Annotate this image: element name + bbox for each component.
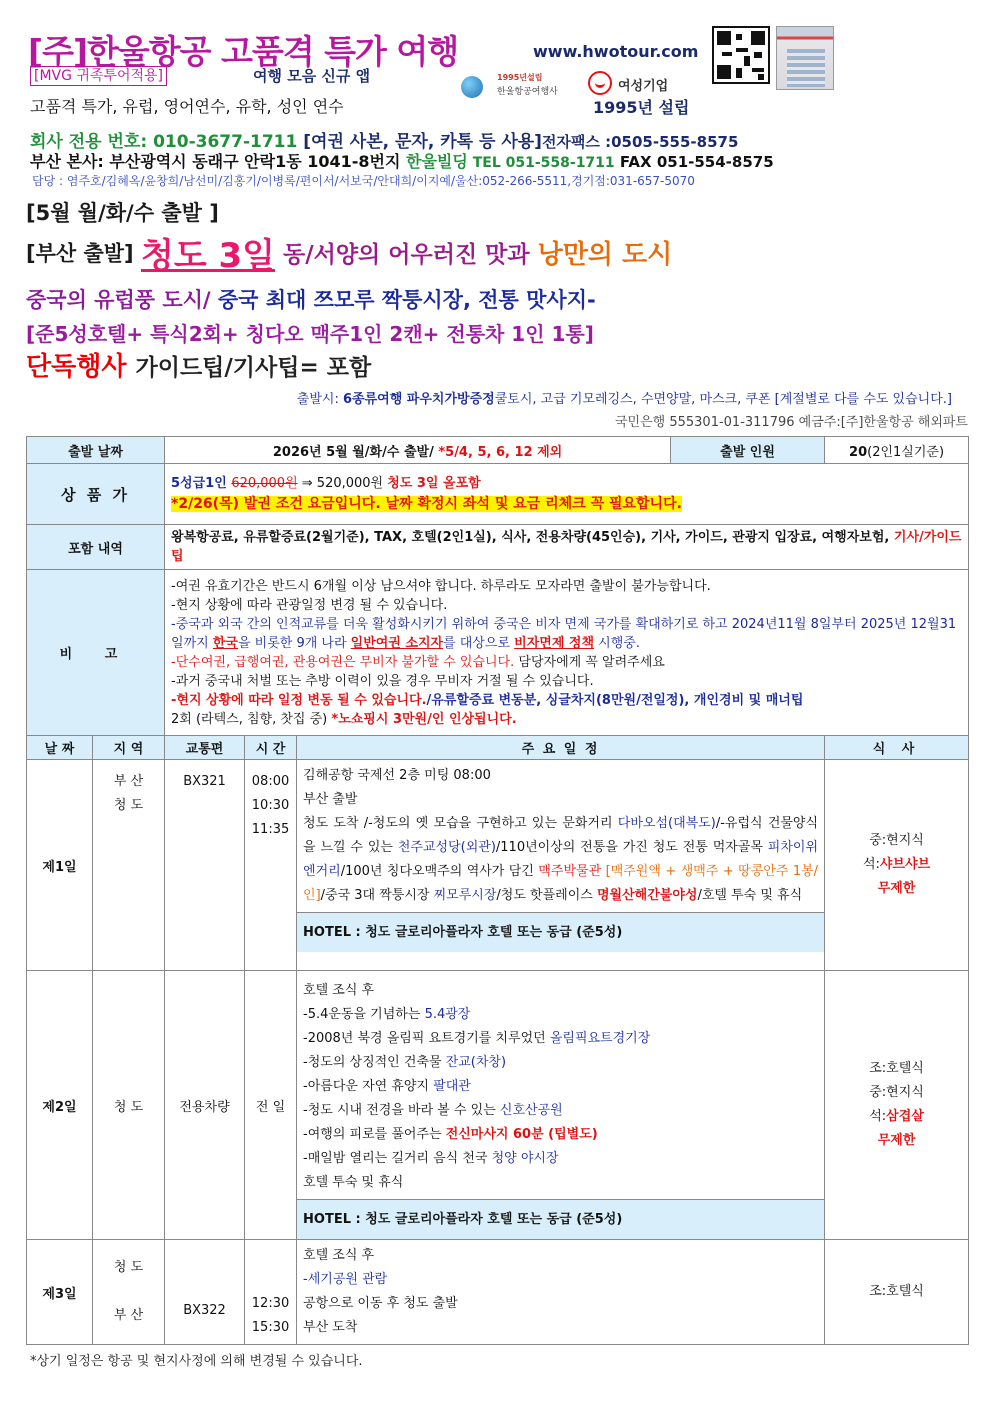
day2-meal-4: 무제한 <box>877 1133 916 1148</box>
feature-line-b: 중국 최대 쯔모루 짝퉁시장, 전통 맛사지- <box>217 288 596 312</box>
remarks-label: 비 고 <box>27 570 165 736</box>
women-enterprise-label: 여성기업 <box>618 79 669 94</box>
remark-4b: 담당자에게 꼭 알려주세요 <box>514 654 665 670</box>
day1-time-1: 08:00 <box>251 774 290 789</box>
bank-account: 국민은행 555301-01-311796 예금주:[주]한울항공 해외파트 <box>614 415 968 430</box>
trip-title: 청도 3일 <box>140 236 275 276</box>
price-grade: 5성급1인 <box>171 476 232 491</box>
day1-line-3i: [맥주원액 + 생맥주 + 땅콩안주 1봉/인] <box>303 864 819 903</box>
day2-meal-3a: 석: <box>869 1109 887 1124</box>
amenities-prefix: 출발시: <box>296 392 343 407</box>
price-old: 620,000원 <box>231 476 298 491</box>
day1-line-1: 김해공항 국제선 2층 미팅 08:00 <box>303 768 491 783</box>
price-label: 상 품 가 <box>27 464 165 525</box>
people-label: 출발 인원 <box>671 437 825 464</box>
day1-region-1: 부 산 <box>113 774 144 789</box>
col-time: 시 간 <box>245 736 297 760</box>
staff-list: 담당 : 염주호/김혜옥/윤창희/남선미/김홍기/이병록/편이서/서보국/안대희/이지예/울산:052-266-5511,경기점:031-657-5070 <box>32 174 695 188</box>
remark-7a: 2회 (라텍스, 침향, 찻집 중) <box>171 711 332 727</box>
remarks-row <box>27 570 969 736</box>
day2-meal-3 <box>825 1105 968 1129</box>
date-exclusion: *5/4, 5, 6, 12 제외 <box>438 444 563 460</box>
day2-line-5b: 팔대관 <box>433 1079 471 1094</box>
people-value <box>825 437 969 464</box>
phone-number[interactable]: 010-3677-1711 <box>153 132 298 152</box>
col-transport: 교통편 <box>165 736 245 760</box>
col-date: 날 짜 <box>27 736 93 760</box>
price-all-inclusive: 청도 3일 올포함 <box>387 476 481 491</box>
app-notice: 여행 모음 신규 앱 <box>253 67 371 85</box>
day2-line-8 <box>303 1147 818 1171</box>
day2-line-5 <box>303 1075 818 1099</box>
day3-time <box>245 1240 297 1345</box>
day2-line-9: 호텔 투숙 및 휴식 <box>303 1175 404 1190</box>
company-subtitle: 고품격 특가, 유럽, 영어연수, 유학, 성인 연수 <box>30 97 344 116</box>
efax-number: 전자팩스 :0505-555-8575 <box>541 133 739 151</box>
day2-line-1: 호텔 조식 후 <box>303 983 375 998</box>
people-note: (2인1실기준) <box>867 444 945 460</box>
day1-itinerary <box>297 760 825 971</box>
remark-4 <box>171 653 962 672</box>
address-text: 부산 본사: 부산광역시 동래구 안락1동 1041-8번지 <box>30 152 407 171</box>
departure-heading: [5월 월/화/수 출발 ] <box>26 201 219 225</box>
day2-line-7 <box>303 1123 818 1147</box>
amenities-bold: 6종류여행 파우치가방증정 <box>342 392 495 407</box>
day1-line-3l: /청도 핫플레이스 <box>496 888 597 903</box>
globe-icon <box>461 76 483 98</box>
founded-year-label: 1995년 설립 <box>593 98 690 117</box>
day2-transport: 전용차량 <box>165 971 245 1240</box>
includes-label: 포함 내역 <box>27 525 165 570</box>
exclusive-label: 단독행사 <box>26 352 136 382</box>
includes-row <box>27 525 969 570</box>
day1-meal-1: 중:현지식 <box>869 833 924 848</box>
day1-meals <box>825 760 969 971</box>
day1-time-2: 10:30 <box>251 798 290 813</box>
day1-region-2: 청 도 <box>113 798 144 813</box>
remark-3e: 를 대상으로 <box>443 635 515 651</box>
people-count: 20 <box>849 444 868 460</box>
feature-line-a: 중국의 유럽풍 도시/ <box>26 288 218 312</box>
header <box>28 26 968 118</box>
day2-line-6a: -청도 시내 전경을 바라 볼 수 있는 <box>303 1103 500 1118</box>
includes-text: 왕복항공료, 유류할증료(2월기준), TAX, 호텔(2인1실), 식사, 전용차량(45인승), 기사, 가이드, 관광지 입장료, 여행자보험, <box>171 530 894 545</box>
remark-3d: 일반여권 소지자 <box>350 635 444 651</box>
day2-line-2 <box>303 1003 818 1027</box>
day1-line-2: 부산 출발 <box>303 792 358 807</box>
day1-line-3b: 다바오섬(대복도) <box>617 816 716 831</box>
remark-3 <box>171 615 962 653</box>
price-line <box>171 474 962 493</box>
day1-line-3c: /-유럽식 건물양식을 느낄 수 있는 <box>303 816 819 855</box>
day1-line-3g: /100년 칭다오맥주의 역사가 담긴 <box>340 864 539 879</box>
logo-year-text: 1995년설립 <box>497 73 543 82</box>
day2-line-5a: -아름다운 자연 휴양지 <box>303 1079 434 1094</box>
amenities-rest: 쿨토시, 고급 기모레깅스, 수면양말, 마스크, 쿠폰 [계절별로 다를 수도 있습니다.] <box>494 392 952 407</box>
day2-itinerary <box>297 971 825 1240</box>
day2-line-4b: 잔교(차창) <box>445 1055 507 1070</box>
remarks-value <box>165 570 969 736</box>
day3-line-2: -세기공원 관람 <box>303 1272 388 1287</box>
day2-line-4 <box>303 1051 818 1075</box>
col-region: 지 역 <box>93 736 165 760</box>
includes-value <box>165 525 969 570</box>
exclusive-event-line <box>26 346 371 383</box>
day1-hotel: HOTEL : 청도 글로리아플라자 호텔 또는 동급 (준5성) <box>297 912 824 952</box>
hanul-logo <box>461 72 581 102</box>
price-new: ⇒ 520,000원 <box>297 476 388 491</box>
day2-meal-3b: 삼겹살 <box>886 1109 924 1124</box>
origin-label: [부산 출발] <box>26 241 141 266</box>
day3-itinerary <box>297 1240 825 1345</box>
remark-4a: -단수여권, 급행여권, 관용여권은 무비자 불가할 수 있습니다. <box>171 654 515 670</box>
fax-number: FAX 051-554-8575 <box>614 153 774 171</box>
tip-included-label: 가이드팁/기사팁= 포함 <box>135 355 372 381</box>
remark-3f: 비자면제 정책 <box>514 635 595 651</box>
remark-3a: -중국과 외국 간의 인적교류를 더욱 활성화시키기 위하여 중국은 비자 면제 국가를 확대하기로 하고 2024년11월 8일부터 2025년 12월31일까지 <box>171 616 957 651</box>
feature-line <box>26 284 596 314</box>
day3-region <box>93 1240 165 1345</box>
day1-line-3h: 맥주박물관 <box>538 864 602 879</box>
women-enterprise-logo <box>588 71 728 121</box>
day2-line-3 <box>303 1027 818 1051</box>
building-name: 한울빌딩 <box>406 152 468 171</box>
main-headline <box>26 228 672 277</box>
day1-meal-2a: 석: <box>862 857 880 872</box>
day2-line-7b: 전신마사지 60분 (팁별도) <box>445 1127 598 1142</box>
day3-region-2: 부 산 <box>113 1308 144 1323</box>
day1-line-3d: 천주교성당(외관) <box>397 840 496 855</box>
day1-line-3n: /호텔 투숙 및 휴식 <box>697 888 803 903</box>
remark-5: -과거 중국내 처벌 또는 추방 이력이 있을 경우 무비자 거절 될 수 있습니다. <box>171 673 594 689</box>
day1-line-3a: 청도 도착 /-청도의 옛 모습을 구현하고 있는 문화거리 <box>303 816 618 831</box>
day1-meal-2 <box>825 853 968 877</box>
day2-hotel: HOTEL : 청도 글로리아플라자 호텔 또는 동급 (준5성) <box>297 1199 824 1239</box>
day2-time: 전 일 <box>245 971 297 1240</box>
remark-2: -현지 상황에 따라 관광일정 변경 될 수 있습니다. <box>171 597 448 613</box>
remark-3c: 을 비롯한 9개 나라 <box>237 635 351 651</box>
day2-label: 제2일 <box>27 971 93 1240</box>
day3-line-4: 부산 도착 <box>303 1320 358 1335</box>
day3-time-2: 15:30 <box>251 1320 290 1335</box>
day1-flight: BX321 <box>165 760 245 971</box>
day1-meal-3: 무제한 <box>877 881 916 896</box>
price-notice: *2/26(목) 발권 조건 요금입니다. 날짜 확정시 좌석 및 요금 리체크 꼭 필요합니다. <box>171 496 682 512</box>
date-text: 2026년 5월 월/화/수 출발/ <box>272 444 439 460</box>
day2-line-6b: 신호산공원 <box>499 1103 563 1118</box>
tel-number: TEL 051-558-1711 <box>467 155 615 171</box>
day1-line-3e: /110년이상의 전통을 가진 청도 전통 먹자골목 <box>495 840 768 855</box>
day1-line-3j: /중국 3대 짝퉁시장 <box>320 888 434 903</box>
phone-label: 회사 전용 번호: <box>30 132 154 152</box>
day1-line-3k: 찌모루시장 <box>433 888 497 903</box>
day3-row <box>27 1240 969 1345</box>
day3-region-1: 청 도 <box>113 1260 144 1275</box>
amenities-note <box>297 388 952 407</box>
remark-6a: -현지 상황에 따라 일정 변동 될 수 있습니다. <box>171 692 427 708</box>
smile-icon <box>588 71 612 95</box>
day1-row <box>27 760 969 971</box>
day1-time-3: 11:35 <box>251 822 290 837</box>
day2-line-2b: 5.4광장 <box>424 1007 471 1022</box>
day3-meals: 조:호텔식 <box>825 1240 969 1345</box>
day1-line-3 <box>303 812 818 908</box>
day3-line-3: 공항으로 이동 후 청도 출발 <box>303 1296 458 1311</box>
trip-desc-highlight: 낭만의 도시 <box>537 240 673 270</box>
contact-line-address <box>30 149 774 172</box>
date-row <box>27 437 969 464</box>
day2-line-3b: 올림픽요트경기장 <box>549 1031 651 1046</box>
day3-flight: BX322 <box>165 1240 245 1345</box>
price-value <box>165 464 969 525</box>
website-link[interactable]: www.hwotour.com <box>533 42 699 61</box>
day2-line-4a: -청도의 상징적인 건축물 <box>303 1055 446 1070</box>
building-photo <box>776 26 834 90</box>
day2-line-2a: -5.4운동을 기념하는 <box>303 1007 425 1022</box>
col-meal: 식 사 <box>825 736 969 760</box>
mvg-badge: [MVG 귀족투어적용] <box>30 66 167 86</box>
company-title: [주]한울항공 고품격 특가 여행 <box>28 32 459 71</box>
remark-7b: *노쇼핑시 3만원/인 인상됩니다. <box>331 711 517 727</box>
day1-meal-2b: 샤브샤브 <box>879 857 931 872</box>
schedule-header-row <box>27 736 969 760</box>
day2-line-8b: 청양 야시장 <box>491 1151 559 1166</box>
day3-line-1: 호텔 조식 후 <box>303 1248 375 1263</box>
day2-row <box>27 971 969 1240</box>
day2-region: 청 도 <box>93 971 165 1240</box>
date-value <box>165 437 671 464</box>
day3-time-1: 12:30 <box>251 1296 290 1311</box>
inclusions-headline: [준5성호텔+ 특식2회+ 칭다오 맥주1인 2캔+ 전통차 1인 1통] <box>26 322 594 346</box>
date-label: 출발 날짜 <box>27 437 165 464</box>
price-row <box>27 464 969 525</box>
day2-line-7a: -여행의 피로를 풀어주는 <box>303 1127 446 1142</box>
remark-7 <box>171 710 962 729</box>
day2-meal-1: 조:호텔식 <box>869 1061 924 1076</box>
day2-line-8a: -매일밤 열리는 길거리 음식 천국 <box>303 1151 492 1166</box>
trip-desc: 동/서양의 어우러진 맛과 <box>275 242 538 268</box>
qr-code-icon[interactable] <box>712 26 770 84</box>
day1-region <box>93 760 165 971</box>
remark-1: -여권 유효기간은 반드시 6개월 이상 남으셔야 합니다. 하루라도 모자라면 출발이 불가능합니다. <box>171 578 711 594</box>
day2-line-3a: -2008년 북경 올림픽 요트경기를 치루었던 <box>303 1031 550 1046</box>
remark-6b: /유류할증료 변동분, 싱글차지(8만원/전일정), 개인경비 및 매너팁 <box>426 692 804 708</box>
day2-meals <box>825 971 969 1240</box>
remark-3b: 한국 <box>212 635 238 651</box>
day3-label: 제3일 <box>27 1240 93 1345</box>
includes-tip: 기사/가이드팁 <box>171 530 962 564</box>
phone-note: [여권 사본, 문자, 카톡 등 사용] <box>297 132 542 152</box>
day2-line-6 <box>303 1099 818 1123</box>
day1-line-3f: 피차이위엔거리 <box>303 840 819 879</box>
day2-meal-2: 중:현지식 <box>869 1085 924 1100</box>
footer-note: *상기 일정은 항공 및 현지사정에 의해 변경될 수 있습니다. <box>30 1354 363 1369</box>
col-itinerary: 주 요 일 정 <box>297 736 825 760</box>
remark-6 <box>171 691 962 710</box>
logo-name-text: 한울항공여행사 <box>497 87 558 97</box>
day1-time <box>245 760 297 971</box>
remark-3g: 시행중. <box>594 635 640 651</box>
day1-label: 제1일 <box>27 760 93 971</box>
tour-table <box>26 436 969 1345</box>
day1-line-3m: 명월산해간불야성 <box>596 888 698 903</box>
